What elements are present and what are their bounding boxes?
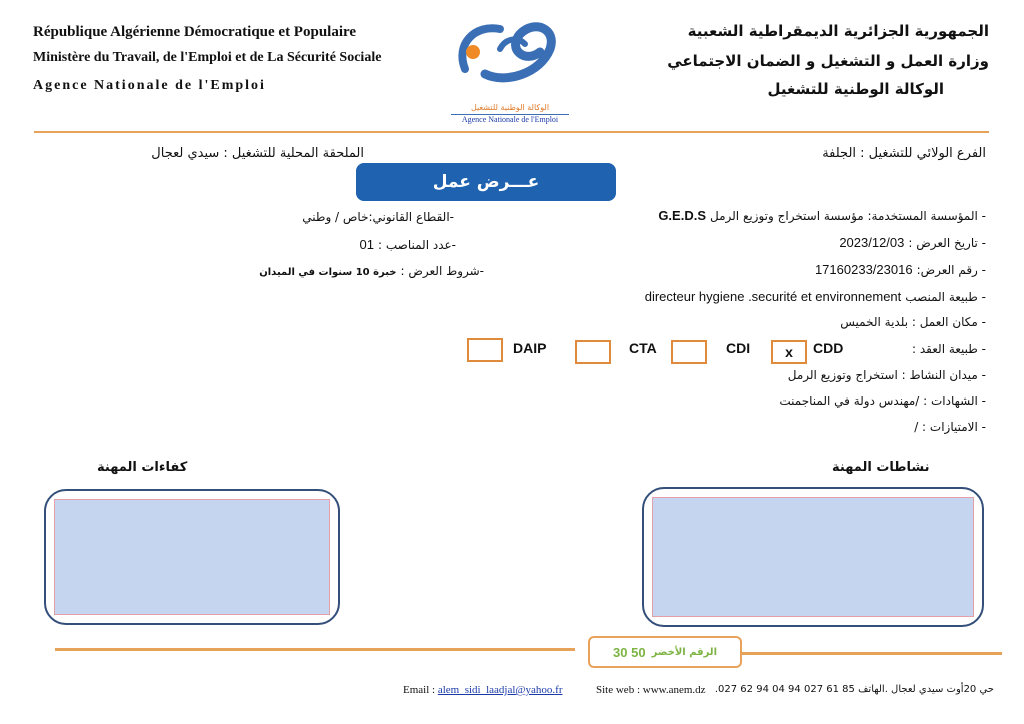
employer-label: - المؤسسة المستخدمة: مؤسسة استخراج وتوزيع الرمل: [710, 209, 986, 223]
skills-title: كفاءات المهنة: [97, 460, 188, 475]
post-row: [645, 288, 986, 306]
logo-ar-text: الوكالة الوطنية للتشغيل: [470, 103, 550, 112]
contract-cdi-checkbox[interactable]: [671, 340, 707, 364]
positions-row: [360, 236, 456, 254]
conditions-row: [259, 262, 484, 280]
footer-rule-left: [55, 648, 575, 651]
contract-cta-label: CTA: [629, 340, 657, 356]
date-value: 2023/12/03: [839, 235, 905, 250]
date-row: [839, 234, 986, 252]
logo-fr-text: Agence Nationale de l'Emploi: [451, 114, 569, 124]
green-number-label: الرقم الأخضر: [651, 646, 717, 658]
green-number-value: 30 50: [613, 644, 646, 660]
skills-box: [44, 489, 340, 625]
employer-value: G.E.D.S: [658, 208, 706, 223]
legal-sector: -القطاع القانوني:خاص / وطني: [302, 210, 454, 224]
contract-label: - طبيعة العقد :: [912, 342, 986, 356]
wilaya-branch: الفرع الولائي للتشغيل : الجلفة: [822, 146, 986, 161]
post-label: - طبيعة المنصب: [905, 290, 986, 304]
skills-area: [54, 499, 330, 615]
local-branch: الملحقة المحلية للتشغيل : سيدي لعجال: [151, 146, 364, 161]
header-ar-ministry: وزارة العمل و التشغيل و الضمان الاجتماعي: [667, 52, 989, 70]
offer-title: عـــرض عمل: [356, 163, 616, 201]
privileges: - الامتيازات : /: [914, 420, 986, 434]
diplomas: - الشهادات : /مهندس دولة في المناجمنت: [779, 394, 986, 408]
contract-daip-checkbox[interactable]: [467, 338, 503, 362]
header-divider: [34, 131, 989, 133]
positions-value: 01: [359, 237, 375, 252]
activities-area: [652, 497, 974, 617]
footer-email: [403, 684, 563, 696]
offer-number-row: [815, 261, 986, 279]
date-label: - تاريخ العرض :: [908, 236, 986, 250]
contract-cta-checkbox[interactable]: [575, 340, 611, 364]
employer-row: [658, 207, 986, 225]
anem-logo-icon: [445, 14, 575, 94]
work-place: - مكان العمل : بلدية الخميس: [840, 315, 986, 329]
footer-email-link[interactable]: alem_sidi_laadjal@yahoo.fr: [437, 684, 563, 696]
header-fr-ministry: Ministère du Travail, de l'Emploi et de La Sécurité Sociale: [33, 50, 382, 65]
contract-daip-label: DAIP: [513, 340, 547, 356]
activity-field: - ميدان النشاط : استخراج وتوزيع الرمل: [787, 368, 986, 382]
footer-site[interactable]: Site web : www.anem.dz: [596, 684, 706, 696]
header-ar-republic: الجمهورية الجزائرية الديمقراطية الشعبية: [687, 22, 989, 40]
positions-label: -عدد المناصب :: [378, 238, 456, 252]
footer-address: حي 20أوت سيدي لعجال .الهاتف 85 61 027 94 04 94 62 027.: [714, 684, 994, 695]
header-fr-republic: République Algérienne Démocratique et Populaire: [33, 24, 357, 40]
post-value: directeur hygiene .securité et environnement: [644, 289, 902, 304]
activities-title: نشاطات المهنة: [832, 460, 930, 475]
contract-cdd-checkbox[interactable]: x: [771, 340, 807, 364]
conditions-value: خبرة 10 سنوات في الميدان: [259, 267, 397, 278]
contract-cdi-label: CDI: [726, 340, 751, 356]
green-number-box: [588, 636, 742, 668]
offer-number-label: - رقم العرض:: [916, 263, 986, 277]
footer-rule-right: [740, 652, 1002, 655]
conditions-label: -شروط العرض :: [400, 264, 484, 278]
offer-number-value: 17160233/23016: [814, 262, 913, 277]
footer-email-label: Email :: [403, 684, 436, 696]
contract-cdd-label: CDD: [813, 340, 844, 356]
header-fr-agency: Agence Nationale de l'Emploi: [33, 78, 266, 93]
header-ar-agency: الوكالة الوطنية للتشغيل: [767, 80, 944, 98]
activities-box: [642, 487, 984, 627]
anem-logo: [445, 14, 575, 126]
